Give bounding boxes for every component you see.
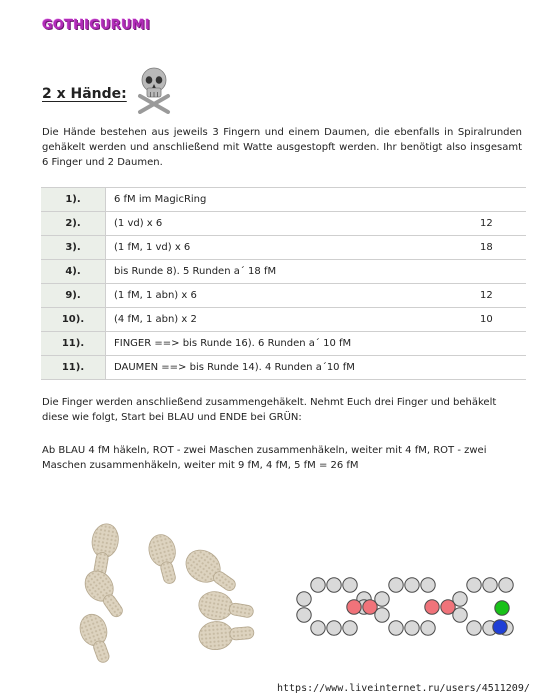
row-stitch-count: [480, 188, 526, 212]
stitch: [467, 621, 481, 635]
row-instruction: (1 fM, 1 abn) x 6: [106, 284, 481, 308]
stitch: [421, 621, 435, 635]
table-row: [41, 212, 526, 236]
instructions-paragraph: Die Finger werden anschließend zusammengehäkelt. Nehmt Euch drei Finger und behäkelt diese wie folgt, Start bei BLAU und ENDE bei GRÜN:: [42, 397, 497, 423]
row-number: 11).: [41, 356, 106, 380]
stitch-red: [441, 600, 455, 614]
table-row: [41, 356, 526, 380]
stitch: [297, 608, 311, 622]
row-stitch-count: 12: [480, 212, 526, 236]
stitch-green: [495, 601, 509, 615]
row-stitch-count: [480, 356, 526, 380]
stitch-red: [347, 600, 361, 614]
row-number: 3).: [41, 236, 106, 260]
logo: GOTHIGURUMI: [42, 18, 151, 33]
pattern-table: [41, 187, 526, 380]
stitch: [343, 621, 357, 635]
row-instruction: 6 fM im MagicRing: [106, 188, 481, 212]
footer-url: https://www.liveinternet.ru/users/4511209/: [277, 683, 530, 694]
table-row: [41, 188, 526, 212]
intro-paragraph: Die Hände bestehen aus jeweils 3 Fingern und einem Daumen, die ebenfalls in Spiralrunden gehäkelt werden und anschließend mit Watte ausgestopft werden. Ihr benötigt also insgesamt 6 Finger und 2 Daumen.: [42, 127, 522, 168]
table-row: [41, 308, 526, 332]
row-stitch-count: 10: [480, 308, 526, 332]
stitch: [405, 621, 419, 635]
row-instruction: FINGER ==> bis Runde 16). 6 Runden a´ 10 fM: [106, 332, 481, 356]
row-stitch-count: 18: [480, 236, 526, 260]
table-row: [41, 332, 526, 356]
row-instruction: DAUMEN ==> bis Runde 14). 4 Runden a´10 fM: [106, 356, 481, 380]
stitch: [389, 621, 403, 635]
stitch-blue: [493, 620, 507, 634]
stitch: [327, 578, 341, 592]
stitch: [311, 621, 325, 635]
table-row: [41, 284, 526, 308]
row-number: 11).: [41, 332, 106, 356]
section-title: 2 x Hände:: [42, 86, 127, 102]
table-row: [41, 260, 526, 284]
stitch: [297, 592, 311, 606]
row-stitch-count: 12: [480, 284, 526, 308]
row-instruction: (1 fM, 1 vd) x 6: [106, 236, 481, 260]
stitch: [327, 621, 341, 635]
row-number: 2).: [41, 212, 106, 236]
calculation-paragraph: Ab BLAU 4 fM häkeln, ROT - zwei Maschen zusammenhäkeln, weiter mit 4 fM, ROT - zwei Maschen zusammenhäkeln, weiter mit 9 fM, 4 fM, 5 fM = 26 fM: [42, 445, 487, 471]
row-stitch-count: [480, 260, 526, 284]
stitch: [421, 578, 435, 592]
stitch: [467, 578, 481, 592]
stitch: [311, 578, 325, 592]
crochet-fingers-photo: [60, 515, 260, 675]
table-row: [41, 236, 526, 260]
row-number: 9).: [41, 284, 106, 308]
stitch: [405, 578, 419, 592]
stitch: [483, 578, 497, 592]
row-number: 1).: [41, 188, 106, 212]
stitch-diagram: [286, 575, 516, 645]
row-instruction: (1 vd) x 6: [106, 212, 481, 236]
skull-crossbones-icon: [136, 66, 172, 114]
row-number: 4).: [41, 260, 106, 284]
stitch: [499, 578, 513, 592]
row-number: 10).: [41, 308, 106, 332]
stitch: [389, 578, 403, 592]
stitch-red: [425, 600, 439, 614]
row-stitch-count: [480, 332, 526, 356]
stitch-red: [363, 600, 377, 614]
row-instruction: bis Runde 8). 5 Runden a´ 18 fM: [106, 260, 481, 284]
row-instruction: (4 fM, 1 abn) x 2: [106, 308, 481, 332]
stitch: [343, 578, 357, 592]
